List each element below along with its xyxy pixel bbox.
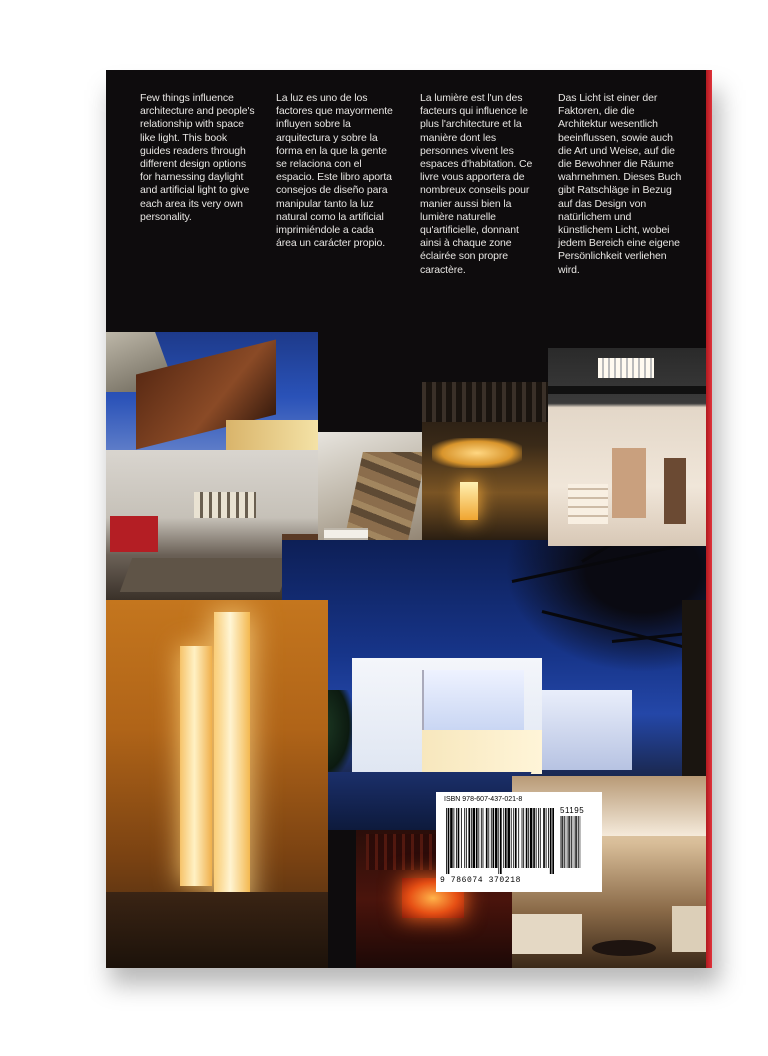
- isbn-label: ISBN 978-607-437-021-8: [444, 796, 523, 803]
- blurb-german: Das Licht ist einer der Faktoren, die die Architektur wesentlich beeinflussen, sowie auch die Art und Weise, auf die die Bewohner die Räume wahrnehmen. Dieses Buch gibt Ratschläge in Bezug auf das Design von natürlichem und künstlichem Licht, wobei jedem Bereich eine eigene Persönlichkeit verliehen wird.: [558, 92, 682, 276]
- photo-warm-courtyard: [422, 382, 548, 540]
- blurb-french: La lumière est l'un des facteurs qui influence le plus l'architecture et la manière dont les personnes vivent les espaces d'habitation. Ce livre vous apportera de nombreux conseils pour manier aussi bien la lumière naturelle qu'artificielle, donnant ainsi à chaque zone éclairée son propre caractère.: [420, 92, 533, 276]
- back-cover: [106, 70, 712, 968]
- blurb-english: Few things influence architecture and people's relationship with space like light. This book guides readers through different design options for harnessing daylight and artificial light to give each area its very own personality.: [140, 92, 255, 223]
- photo-tall-lamps: [106, 600, 328, 968]
- addon-digits: 51195: [560, 806, 585, 815]
- photo-wood-canopy: [106, 332, 318, 450]
- ean-digits: 9 786074 370218: [440, 876, 522, 885]
- photo-white-interior-stairs: [548, 348, 712, 546]
- red-spine-edge: [706, 70, 712, 968]
- ean-barcode-icon: [446, 808, 554, 874]
- addon-barcode-icon: [560, 816, 594, 874]
- blurb-spanish: La luz es uno de los factores que mayormente influyen sobre la arquitectura y sobre la forma en la que la gente se relaciona con el espacio. Este libro aporta consejos de diseño para manipular tanto la luz natural como la artificial imprimiéndole a cada área un carácter propio.: [276, 92, 393, 250]
- barcode-label: [436, 792, 602, 892]
